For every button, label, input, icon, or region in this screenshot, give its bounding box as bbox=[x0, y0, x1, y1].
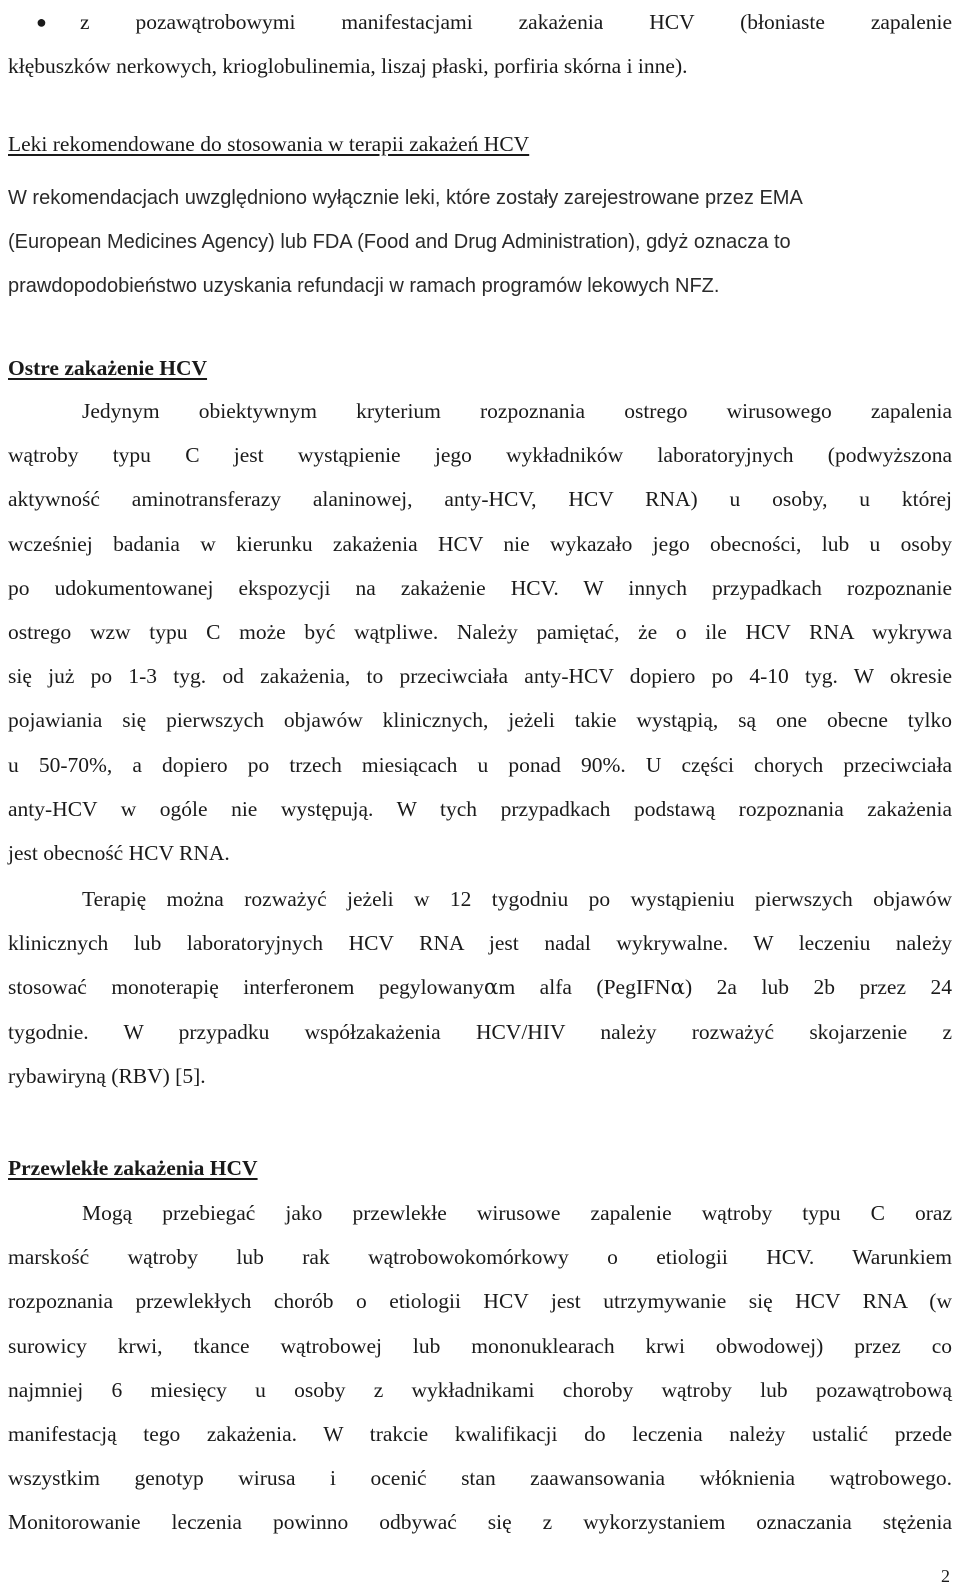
bullet-icon: ● bbox=[36, 12, 47, 32]
paragraph-line: Monitorowanie leczenia powinno odbywać się z wykorzystaniem oznaczania stężenia bbox=[8, 1510, 952, 1535]
section-heading-chronic bbox=[8, 1146, 258, 1190]
paragraph-line: rozpoznania przewlekłych chorób o etiologii HCV jest utrzymywanie się HCV RNA (w bbox=[8, 1289, 952, 1314]
paragraph-line: wcześniej badania w kierunku zakażenia HCV nie wykazało jego obecności, lub u osoby bbox=[8, 531, 952, 556]
heading-text: Ostre zakażenie HCV bbox=[8, 356, 208, 380]
paragraph-line bbox=[8, 965, 952, 1009]
page-number: 2 bbox=[941, 1566, 950, 1586]
paragraph-line: rybawiryną (RBV) [5]. bbox=[8, 1063, 206, 1088]
paragraph-line: klinicznych lub laboratoryjnych HCV RNA jest nadal wykrywalne. W leczeniu należy bbox=[8, 931, 952, 956]
alpha-symbol: α bbox=[483, 975, 499, 1001]
text-run: m alfa (PegIFN bbox=[498, 975, 671, 1000]
heading-text: Leki rekomendowane do stosowania w terapii zakażeń HCV bbox=[8, 132, 530, 156]
paragraph-line: Jedynym obiektywnym kryterium rozpoznania ostrego wirusowego zapalenia bbox=[82, 399, 952, 423]
paragraph-line: marskość wątroby lub rak wątrobowokomórkowy o etiologii HCV. Warunkiem bbox=[8, 1245, 952, 1270]
bullet-text-line: kłębuszków nerkowych, krioglobulinemia, liszaj płaski, porfiria skórna i inne). bbox=[8, 54, 688, 78]
paragraph-line: wszystkim genotyp wirusa i ocenić stan zaawansowania włóknienia wątrobowego. bbox=[8, 1466, 952, 1491]
paragraph-line: wątroby typu C jest wystąpienie jego wykładników laboratoryjnych (podwyższona bbox=[8, 443, 952, 468]
paragraph-line: anty-HCV w ogóle nie występują. W tych przypadkach podstawą rozpoznania zakażenia bbox=[8, 796, 952, 821]
paragraph-line: po udokumentowanej ekspozycji na zakażenie HCV. W innych przypadkach rozpoznanie bbox=[8, 575, 952, 600]
paragraph-line: najmniej 6 miesięcy u osoby z wykładnikami choroby wątroby lub pozawątrobową bbox=[8, 1377, 952, 1402]
heading-text: Przewlekłe zakażenia HCV bbox=[8, 1156, 258, 1180]
alpha-symbol: α bbox=[670, 975, 685, 1001]
paragraph-line: W rekomendacjach uwzględniono wyłącznie leki, które zostały zarejestrowane przez EMA bbox=[8, 187, 803, 209]
paragraph-line: manifestacją tego zakażenia. W trakcie kwalifikacji do leczenia należy ustalić przede bbox=[8, 1421, 952, 1446]
paragraph-line: aktywność aminotransferazy alaninowej, anty-HCV, HCV RNA) u osoby, u której bbox=[8, 487, 952, 512]
acute-paragraph-2 bbox=[8, 877, 952, 1098]
bullet-text-line: z pozawątrobowymi manifestacjami zakażenia HCV (błoniaste zapalenie bbox=[80, 10, 952, 34]
text-run: ) 2a lub 2b przez 24 bbox=[685, 975, 953, 1000]
section-heading-recommended bbox=[8, 122, 529, 166]
paragraph-line: jest obecność HCV RNA. bbox=[8, 840, 230, 865]
recommended-paragraph bbox=[8, 176, 952, 308]
paragraph-line: się już po 1-3 tyg. od zakażenia, to przeciwciała anty-HCV dopiero po 4-10 tyg. W okresie bbox=[8, 664, 952, 689]
section-heading-acute bbox=[8, 346, 207, 390]
paragraph-line: Mogą przebiegać jako przewlekłe wirusowe zapalenie wątroby typu C oraz bbox=[82, 1201, 952, 1225]
acute-paragraph-1 bbox=[8, 389, 952, 875]
paragraph-line: ostrego wzw typu C może być wątpliwe. Należy pamiętać, że o ile HCV RNA wykrywa bbox=[8, 619, 952, 644]
paragraph-line: prawdopodobieństwo uzyskania refundacji w ramach programów lekowych NFZ. bbox=[8, 275, 720, 297]
chronic-paragraph bbox=[8, 1191, 952, 1545]
paragraph-line: u 50-70%, a dopiero po trzech miesiącach u ponad 90%. U części chorych przeciwciała bbox=[8, 752, 952, 777]
paragraph-line: pojawiania się pierwszych objawów klinicznych, jeżeli takie wystąpią, są one obecne tylko bbox=[8, 708, 952, 733]
text-run: stosować monoterapię interferonem pegylowany bbox=[8, 975, 484, 1000]
paragraph-line: Terapię można rozważyć jeżeli w 12 tygodniu po wystąpieniu pierwszych objawów bbox=[82, 887, 952, 911]
paragraph-line: surowicy krwi, tkance wątrobowej lub mononuklearach krwi obwodowej) przez co bbox=[8, 1333, 952, 1358]
paragraph-line: tygodnie. W przypadku współzakażenia HCV/HIV należy rozważyć skojarzenie z bbox=[8, 1019, 952, 1044]
paragraph-line: (European Medicines Agency) lub FDA (Food and Drug Administration), gdyż oznacza to bbox=[8, 231, 791, 253]
